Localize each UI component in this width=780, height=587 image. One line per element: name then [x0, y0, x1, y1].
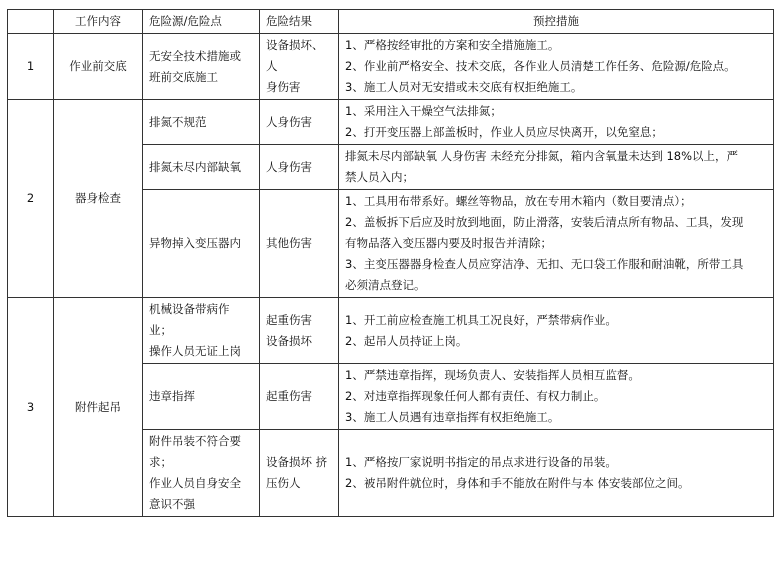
table-row: [8, 298, 774, 364]
hazard-line: 意识不强: [149, 497, 195, 511]
measure-line: 1、工具用布带系好。螺丝等物品，放在专用木箱内（数目要清点）；: [345, 194, 692, 208]
section-no: 3: [8, 298, 54, 517]
result-cell: [260, 145, 339, 190]
hazard-cell: [143, 298, 260, 364]
measures-cell: [339, 100, 774, 145]
measure-line: 禁人员入内；: [345, 170, 414, 184]
hazard-cell: [143, 145, 260, 190]
hazard-line: 班前交底施工: [149, 69, 218, 84]
measures-cell: [339, 34, 774, 100]
section-work: 作业前交底: [54, 34, 143, 100]
measure-line: 2、被吊附件就位时，身体和手不能放在附件与本 体安装部位之间。: [345, 476, 690, 490]
risk-control-table: [7, 9, 774, 517]
measure-line: 3、施工人员对无安措或未交底有权拒绝施工。: [345, 80, 583, 94]
measure-line: 有物品落入变压器内要及时报告并清除；: [345, 236, 552, 250]
hazard-line: 排氮不规范: [149, 114, 207, 129]
measure-line: 1、严格按厂家说明书指定的吊点求进行设备的吊装。: [345, 455, 617, 469]
result-cell: [260, 298, 339, 364]
measures-cell: [339, 364, 774, 430]
hazard-line: 附件吊装不符合要: [149, 434, 241, 448]
measure-line: 1、采用注入干燥空气法排氮；: [345, 104, 502, 118]
result-cell: [260, 430, 339, 517]
measures-cell: [339, 298, 774, 364]
measure-line: 1、开工前应检查施工机具工况良好，严禁带病作业。: [345, 312, 617, 327]
result-line: 设备损坏 挤: [266, 455, 328, 469]
hazard-line: 无安全技术措施或: [149, 48, 241, 63]
hazard-cell: [143, 34, 260, 100]
measure-line: 排氮未尽内部缺氧 人身伤害 未经充分排氮，箱内含氧量未达到 18%以上，严: [345, 149, 739, 163]
result-line: 其他伤害: [266, 236, 312, 250]
table-row: [8, 100, 774, 145]
result-line: 设备损坏、人: [266, 38, 324, 73]
measure-line: 2、打开变压器上部盖板时，作业人员应尽快离开，以免窒息；: [345, 125, 663, 139]
measures-cell: [339, 145, 774, 190]
hazard-cell: [143, 364, 260, 430]
result-line: 设备损坏: [266, 333, 312, 348]
measure-line: 2、对违章指挥现象任何人都有责任、有权力制止。: [345, 389, 606, 403]
result-line: 人身伤害: [266, 159, 312, 174]
measure-line: 3、主变压器器身检查人员应穿洁净、无扣、无口袋工作服和耐油靴，所带工具: [345, 257, 744, 271]
section-no: 2: [8, 100, 54, 298]
measure-line: 1、严禁违章指挥，现场负责人、安装指挥人员相互监督。: [345, 368, 640, 382]
header-hazard: 危险源/危险点: [143, 10, 260, 34]
hazard-cell: [143, 100, 260, 145]
hazard-line: 机械设备带病作: [149, 302, 230, 316]
result-line: 起重伤害: [266, 389, 312, 403]
result-line: 起重伤害: [266, 312, 312, 327]
hazard-cell: [143, 430, 260, 517]
measure-line: 1、严格按经审批的方案和安全措施施工。: [345, 38, 560, 52]
section-no: 1: [8, 34, 54, 100]
hazard-line: 业；: [149, 323, 172, 337]
table-row: [8, 34, 774, 100]
result-line: 身伤害: [266, 80, 301, 94]
header-work: 工作内容: [54, 10, 143, 34]
result-cell: [260, 364, 339, 430]
measure-line: 2、作业前严格安全、技术交底，各作业人员清楚工作任务、危险源/危险点。: [345, 59, 736, 73]
hazard-cell: [143, 190, 260, 298]
measure-line: 2、起吊人员持证上岗。: [345, 333, 468, 348]
result-cell: [260, 34, 339, 100]
hazard-line: 求；: [149, 455, 172, 469]
section-work: 器身检查: [54, 100, 143, 298]
header-row: [8, 10, 774, 34]
result-cell: [260, 190, 339, 298]
header-no: [8, 10, 54, 34]
measure-line: 2、盖板拆下后应及时放到地面，防止滑落，安装后清点所有物品、工具，发现: [345, 215, 744, 229]
hazard-line: 异物掉入变压器内: [149, 236, 241, 250]
hazard-line: 操作人员无证上岗: [149, 344, 241, 358]
measure-line: 3、施工人员遇有违章指挥有权拒绝施工。: [345, 410, 560, 424]
section-work: 附件起吊: [54, 298, 143, 517]
header-measures: 预控措施: [339, 10, 774, 34]
hazard-line: 违章指挥: [149, 389, 195, 403]
result-line: 压伤人: [266, 476, 301, 490]
measures-cell: [339, 190, 774, 298]
header-result: 危险结果: [260, 10, 339, 34]
result-cell: [260, 100, 339, 145]
hazard-line: 排氮未尽内部缺氧: [149, 159, 241, 174]
measures-cell: [339, 430, 774, 517]
result-line: 人身伤害: [266, 114, 312, 129]
measure-line: 必须清点登记。: [345, 278, 426, 292]
hazard-line: 作业人员自身安全: [149, 476, 241, 490]
